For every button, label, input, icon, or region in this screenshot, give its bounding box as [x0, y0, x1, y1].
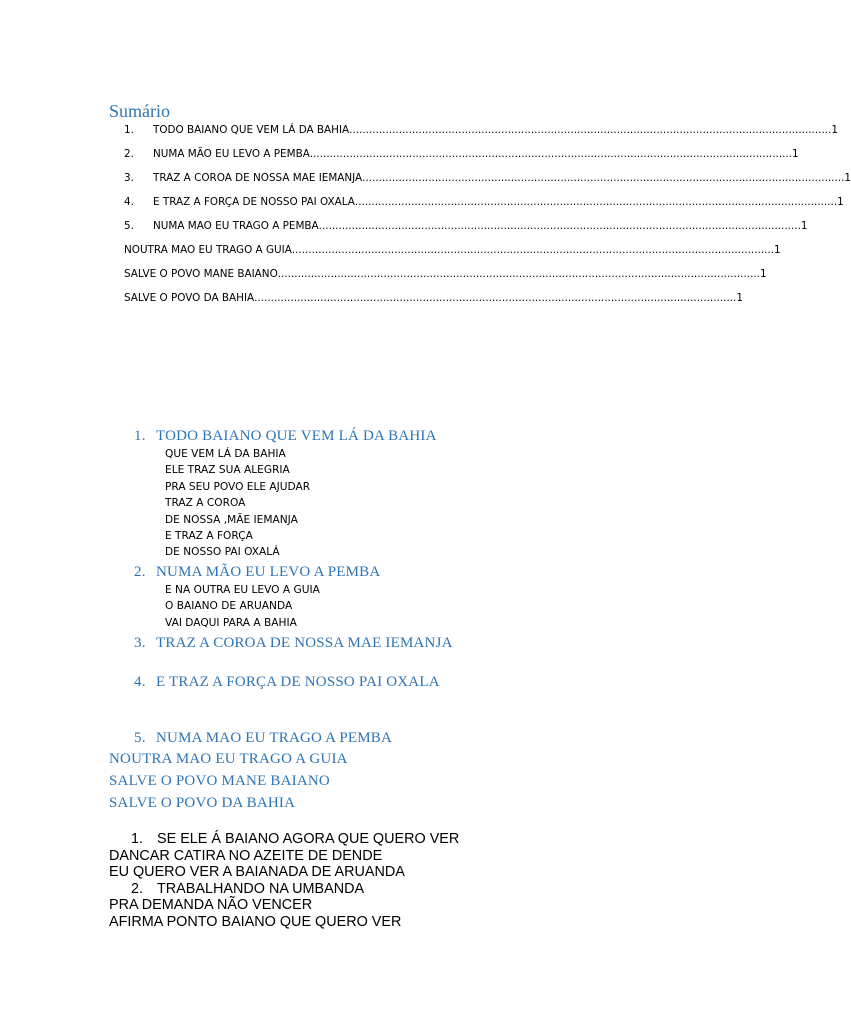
- lyric-line: E TRAZ A FORÇA: [165, 530, 253, 542]
- verse-number: 2.: [131, 881, 144, 897]
- heading-number: 4.: [134, 674, 146, 690]
- lyric-line: QUE VEM LÁ DA BAHIA: [165, 448, 286, 460]
- toc-entry[interactable]: [0, 220, 808, 238]
- section-heading-5: [134, 730, 392, 747]
- toc-entry-text: SALVE O POVO MANE BAIANO: [124, 268, 278, 280]
- toc-entry-text: E TRAZ A FORÇA DE NOSSO PAI OXALA: [153, 196, 355, 208]
- toc-entry[interactable]: [0, 268, 768, 286]
- toc-entry-number: 4.: [124, 196, 134, 208]
- toc-entry-text: TODO BAIANO QUE VEM LÁ DA BAHIA: [153, 124, 350, 136]
- toc-leader-dots: ..................................................................................................................................................: [318, 220, 801, 232]
- section-heading-6: NOUTRA MAO EU TRAGO A GUIA: [109, 751, 348, 767]
- toc-entry-page: 1: [837, 196, 844, 208]
- toc-leader-dots: ..................................................................................................................................................: [254, 292, 737, 304]
- verse-line: EU QUERO VER A BAIANADA DE ARUANDA: [109, 864, 405, 880]
- section-heading-8: SALVE O POVO DA BAHIA: [109, 795, 296, 811]
- toc-leader-dots: ..................................................................................................................................................: [291, 244, 775, 256]
- toc-leader-dots: ..................................................................................................................................................: [277, 268, 760, 280]
- toc-entry-number: 2.: [124, 148, 134, 160]
- lyric-line: O BAIANO DE ARUANDA: [165, 600, 293, 612]
- toc-leader-dots: ..................................................................................................................................................: [309, 148, 793, 160]
- toc-entry-text: TRAZ A COROA DE NOSSA MAE IEMANJA: [153, 172, 363, 184]
- lyric-line: VAI DAQUI PARA A BAHIA: [165, 617, 297, 629]
- toc-entry[interactable]: [0, 124, 839, 142]
- heading-text: NUMA MÃO EU LEVO A PEMBA: [156, 564, 381, 580]
- toc-entry-number: 3.: [124, 172, 134, 184]
- section-heading-3: [134, 635, 453, 652]
- toc-entry-page: 1: [800, 220, 808, 232]
- toc-entry-page: 1: [844, 172, 851, 184]
- section-heading-2: [134, 564, 380, 581]
- heading-number: 1.: [134, 428, 146, 444]
- toc-entry-number: 5.: [124, 220, 134, 232]
- toc-leader-dots: ..................................................................................................................................................: [362, 172, 845, 184]
- toc-entry-page: 1: [759, 268, 767, 280]
- lyric-line: ELE TRAZ SUA ALEGRIA: [165, 464, 290, 476]
- lyric-line: DE NOSSO PAI OXALÁ: [165, 546, 280, 558]
- section-heading-7: SALVE O POVO MANE BAIANO: [109, 773, 330, 789]
- toc-entry-text: NUMA MÃO EU LEVO A PEMBA: [153, 148, 310, 160]
- heading-number: 5.: [134, 730, 146, 746]
- lyric-line: DE NOSSA ,MÃE IEMANJA: [165, 514, 298, 526]
- heading-number: 2.: [134, 564, 146, 580]
- section-heading-1: [134, 428, 437, 445]
- verse-number: 1.: [131, 831, 144, 847]
- heading-text: TODO BAIANO QUE VEM LÁ DA BAHIA: [156, 428, 437, 444]
- toc-title: Sumário: [109, 101, 170, 121]
- heading-text: NUMA MAO EU TRAGO A PEMBA: [156, 730, 393, 746]
- lyric-line: PRA SEU POVO ELE AJUDAR: [165, 481, 311, 493]
- lyric-line: TRAZ A COROA: [165, 497, 246, 509]
- toc-entry-text: NUMA MAO EU TRAGO A PEMBA: [153, 220, 319, 232]
- verse-list-item-2: [131, 881, 364, 897]
- lyric-line: E NA OUTRA EU LEVO A GUIA: [165, 584, 320, 596]
- verse-text: TRABALHANDO NA UMBANDA: [157, 881, 365, 897]
- heading-number: 3.: [134, 635, 146, 651]
- toc-entry[interactable]: [0, 172, 851, 190]
- toc-entry-text: SALVE O POVO DA BAHIA: [124, 292, 255, 304]
- verse-text: SE ELE Á BAIANO AGORA QUE QUERO VER: [157, 831, 460, 847]
- toc-entry-page: 1: [792, 148, 799, 160]
- verse-line: AFIRMA PONTO BAIANO QUE QUERO VER: [109, 914, 402, 930]
- toc-entry[interactable]: [0, 196, 844, 214]
- toc-entry[interactable]: [0, 244, 781, 262]
- verse-list-item-1: [131, 831, 459, 847]
- toc-entry-page: 1: [774, 244, 781, 256]
- section-heading-4: [134, 674, 440, 691]
- heading-text: E TRAZ A FORÇA DE NOSSO PAI OXALA: [156, 674, 440, 690]
- toc-entry-number: 1.: [124, 124, 134, 136]
- toc-entry[interactable]: [0, 292, 768, 310]
- toc-leader-dots: ..................................................................................................................................................: [349, 124, 832, 136]
- toc-entry-text: NOUTRA MAO EU TRAGO A GUIA: [124, 244, 292, 256]
- toc-leader-dots: ..................................................................................................................................................: [354, 196, 838, 208]
- verse-line: PRA DEMANDA NÃO VENCER: [109, 897, 313, 913]
- toc-entry-page: 1: [736, 292, 743, 304]
- toc-entry-page: 1: [831, 124, 839, 136]
- heading-text: TRAZ A COROA DE NOSSA MAE IEMANJA: [156, 635, 453, 651]
- verse-line: DANCAR CATIRA NO AZEITE DE DENDE: [109, 848, 383, 864]
- toc-entry[interactable]: [0, 148, 799, 166]
